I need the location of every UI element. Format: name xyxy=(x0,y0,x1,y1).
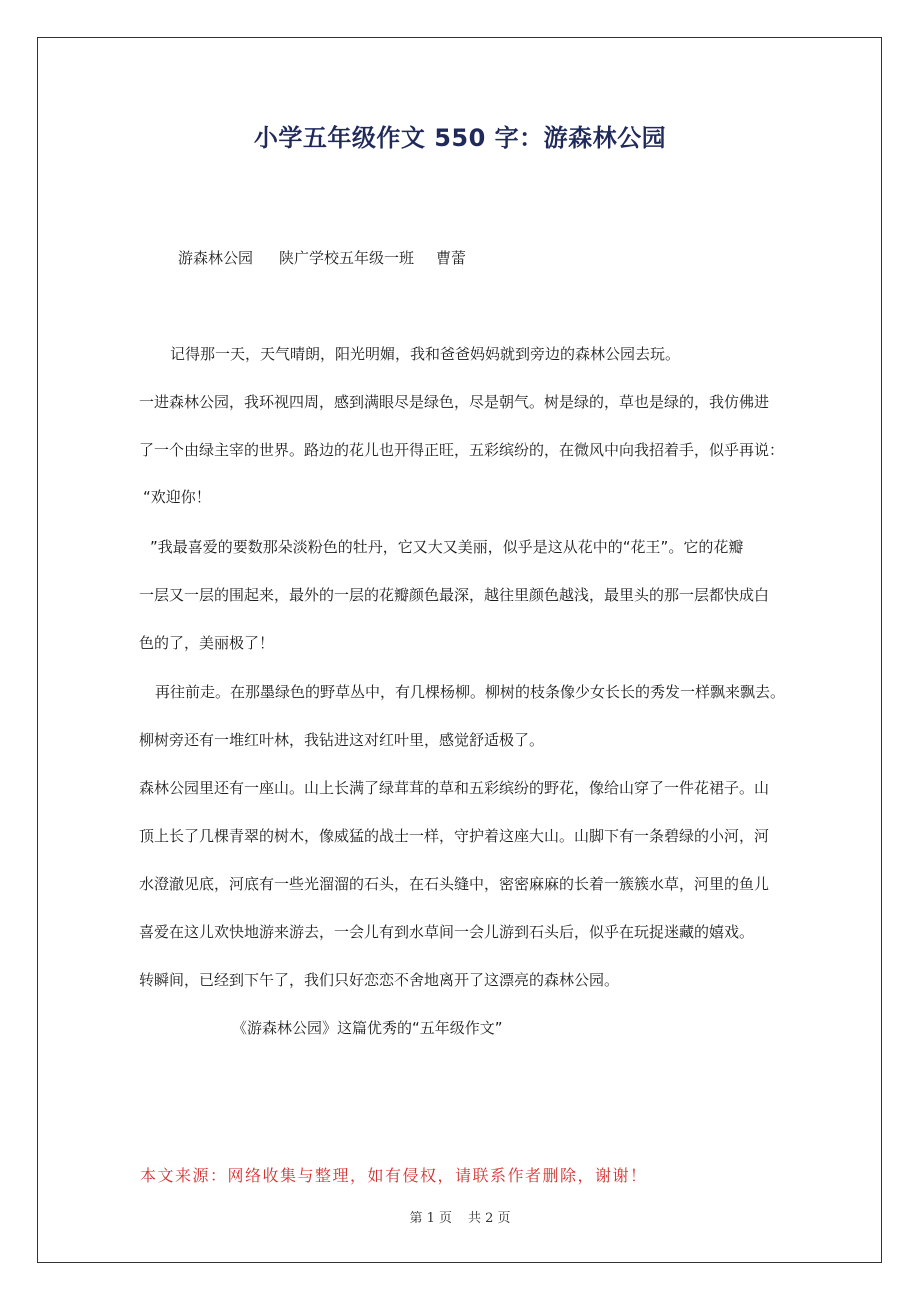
byline-essay-title: 游森林公园 xyxy=(178,249,254,267)
paragraph-line: “欢迎你！ xyxy=(143,488,211,506)
paragraph-line: 记得那一天，天气晴朗，阳光明媚，我和爸爸妈妈就到旁边的森林公园去玩。 xyxy=(170,345,681,363)
paragraph-line: 顶上长了几棵青翠的树木，像威猛的战士一样，守护着这座大山。山脚下有一条碧绿的小河，河 xyxy=(139,827,770,845)
page-number-total: 共 2 页 xyxy=(468,1211,511,1226)
paragraph-line: 柳树旁还有一堆红叶林，我钻进这对红叶里，感觉舒适极了。 xyxy=(139,731,545,749)
byline-author: 曹蕾 xyxy=(436,249,467,267)
paragraph-line: 再往前走。在那墨绿色的野草丛中，有几棵杨柳。柳树的枝条像少女长长的秀发一样飘来飘去。 xyxy=(155,683,786,701)
paragraph-line: 《游森林公园》这篇优秀的“五年级作文” xyxy=(232,1019,503,1037)
paragraph-line: 喜爱在这儿欢快地游来游去，一会儿有到水草间一会儿游到石头后，似乎在玩捉迷藏的嬉戏。 xyxy=(139,923,755,941)
paragraph-line: 森林公园里还有一座山。山上长满了绿茸茸的草和五彩缤纷的野花，像给山穿了一件花裙子。山 xyxy=(139,779,770,797)
page-number xyxy=(0,1207,920,1226)
paragraph-line: 了一个由绿主宰的世界。路边的花儿也开得正旺，五彩缤纷的，在微风中向我招着手，似乎再说： xyxy=(139,441,785,459)
byline xyxy=(178,247,466,268)
paragraph-line: 一进森林公园，我环视四周，感到满眼尽是绿色，尽是朝气。树是绿的，草也是绿的，我仿佛进 xyxy=(139,393,770,411)
page-number-current: 第 1 页 xyxy=(409,1211,452,1226)
paragraph-line: 水澄澈见底，河底有一些光溜溜的石头，在石头缝中，密密麻麻的长着一簇簇水草，河里的鱼儿 xyxy=(139,875,770,893)
byline-school-class: 陕广学校五年级一班 xyxy=(279,249,415,267)
paragraph-line: 一层又一层的围起来，最外的一层的花瓣颜色最深，越往里颜色越浅，最里头的那一层都快成白 xyxy=(139,586,770,604)
document-title: 小学五年级作文 550 字：游森林公园 xyxy=(253,124,667,152)
paragraph-line: ”我最喜爱的要数那朵淡粉色的牡丹，它又大又美丽，似乎是这从花中的“花王”。它的花瓣 xyxy=(150,538,744,556)
paragraph-line: 色的了，美丽极了！ xyxy=(139,634,275,652)
source-note: 本文来源：网络收集与整理，如有侵权，请联系作者删除，谢谢！ xyxy=(140,1166,648,1185)
paragraph-line: 转瞬间，已经到下午了，我们只好恋恋不舍地离开了这漂亮的森林公园。 xyxy=(139,971,620,989)
